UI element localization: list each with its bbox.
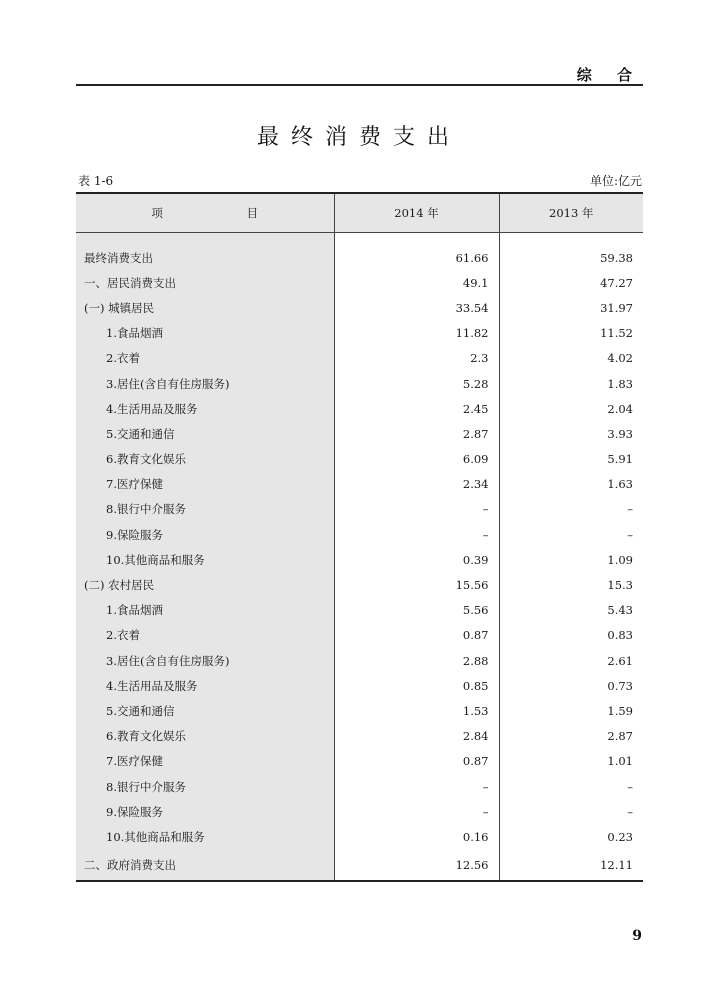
row-label: 9.保险服务 [76, 799, 334, 824]
value-2014: 0.87 [334, 749, 499, 774]
row-label: 最终消费支出 [76, 245, 334, 270]
table-row [76, 724, 643, 749]
value-2014: – [334, 497, 499, 522]
table-row [76, 598, 643, 623]
value-2013: 0.23 [499, 824, 643, 849]
table-row [76, 522, 643, 547]
table-row [76, 572, 643, 597]
table-row [76, 749, 643, 774]
value-2014: 2.34 [334, 472, 499, 497]
table-row [76, 799, 643, 824]
row-label: 1.食品烟酒 [76, 321, 334, 346]
value-2013: 1.63 [499, 472, 643, 497]
value-2013: 0.73 [499, 673, 643, 698]
value-2013: 1.09 [499, 547, 643, 572]
table-row [76, 295, 643, 320]
value-2014: 5.56 [334, 598, 499, 623]
value-2014: 2.45 [334, 396, 499, 421]
value-2014: 11.82 [334, 321, 499, 346]
table-row [76, 396, 643, 421]
row-label: 10.其他商品和服务 [76, 824, 334, 849]
table-row [76, 850, 643, 881]
value-2013: 4.02 [499, 346, 643, 371]
value-2013: 2.87 [499, 724, 643, 749]
header-rule [76, 84, 643, 86]
unit-label: 单位:亿元 [589, 174, 642, 188]
column-header-2013: 2013 年 [499, 193, 643, 233]
row-label: 4.生活用品及服务 [76, 396, 334, 421]
row-label: 4.生活用品及服务 [76, 673, 334, 698]
value-2014: 15.56 [334, 572, 499, 597]
value-2013: 47.27 [499, 270, 643, 295]
row-label: (一) 城镇居民 [76, 295, 334, 320]
table-header-row [76, 193, 643, 233]
value-2013: 11.52 [499, 321, 643, 346]
page-title: 最终消费支出 [256, 125, 461, 150]
value-2014: 2.3 [334, 346, 499, 371]
value-2014: 0.16 [334, 824, 499, 849]
value-2013: – [499, 799, 643, 824]
row-label: 5.交通和通信 [76, 698, 334, 723]
value-2013: 5.43 [499, 598, 643, 623]
table-row [76, 270, 643, 295]
table-row [76, 824, 643, 849]
table-row [76, 447, 643, 472]
table-row [76, 245, 643, 270]
table-number: 表 1-6 [78, 174, 114, 188]
table-row [76, 698, 643, 723]
value-2013: 0.83 [499, 623, 643, 648]
row-label: 二、政府消费支出 [76, 850, 334, 881]
value-2014: 2.88 [334, 648, 499, 673]
row-label: 3.居住(含自有住房服务) [76, 648, 334, 673]
row-label: 7.医疗保健 [76, 749, 334, 774]
value-2013: 1.83 [499, 371, 643, 396]
row-label: 6.教育文化娱乐 [76, 724, 334, 749]
value-2013: 2.04 [499, 396, 643, 421]
row-label: 一、居民消费支出 [76, 270, 334, 295]
value-2014: 2.87 [334, 421, 499, 446]
row-label: 3.居住(含自有住房服务) [76, 371, 334, 396]
value-2014: 0.39 [334, 547, 499, 572]
table-row [76, 774, 643, 799]
column-header-2014: 2014 年 [334, 193, 499, 233]
value-2013: – [499, 497, 643, 522]
value-2013: 3.93 [499, 421, 643, 446]
value-2013: 2.61 [499, 648, 643, 673]
value-2014: 49.1 [334, 270, 499, 295]
row-label: 8.银行中介服务 [76, 774, 334, 799]
value-2013: – [499, 522, 643, 547]
row-label: 9.保险服务 [76, 522, 334, 547]
page-number: 9 [632, 928, 642, 944]
value-2014: – [334, 522, 499, 547]
value-2014: 2.84 [334, 724, 499, 749]
column-header-item: 项 目 [76, 193, 334, 233]
value-2013: 59.38 [499, 245, 643, 270]
table-row [76, 497, 643, 522]
value-2013: 1.01 [499, 749, 643, 774]
value-2014: 5.28 [334, 371, 499, 396]
value-2013: 31.97 [499, 295, 643, 320]
row-label: (二) 农村居民 [76, 572, 334, 597]
value-2013: 12.11 [499, 850, 643, 881]
value-2014: 61.66 [334, 245, 499, 270]
table-row [76, 371, 643, 396]
consumption-table [76, 192, 643, 882]
row-label: 2.衣着 [76, 346, 334, 371]
table-row [76, 673, 643, 698]
row-label: 6.教育文化娱乐 [76, 447, 334, 472]
value-2014: – [334, 799, 499, 824]
table-row [76, 346, 643, 371]
row-label: 8.银行中介服务 [76, 497, 334, 522]
row-label: 1.食品烟酒 [76, 598, 334, 623]
value-2013: 5.91 [499, 447, 643, 472]
value-2014: 6.09 [334, 447, 499, 472]
section-label: 综 合 [576, 66, 642, 84]
table-row [76, 472, 643, 497]
value-2013: – [499, 774, 643, 799]
table-body [76, 233, 643, 881]
spacer-row [76, 233, 643, 246]
value-2013: 1.59 [499, 698, 643, 723]
value-2013: 15.3 [499, 572, 643, 597]
value-2014: 33.54 [334, 295, 499, 320]
row-label: 2.衣着 [76, 623, 334, 648]
table-row [76, 421, 643, 446]
value-2014: 0.85 [334, 673, 499, 698]
row-label: 10.其他商品和服务 [76, 547, 334, 572]
value-2014: 1.53 [334, 698, 499, 723]
table-row [76, 623, 643, 648]
row-label: 7.医疗保健 [76, 472, 334, 497]
table-row [76, 547, 643, 572]
value-2014: 0.87 [334, 623, 499, 648]
value-2014: 12.56 [334, 850, 499, 881]
value-2014: – [334, 774, 499, 799]
table-row [76, 321, 643, 346]
table-row [76, 648, 643, 673]
row-label: 5.交通和通信 [76, 421, 334, 446]
